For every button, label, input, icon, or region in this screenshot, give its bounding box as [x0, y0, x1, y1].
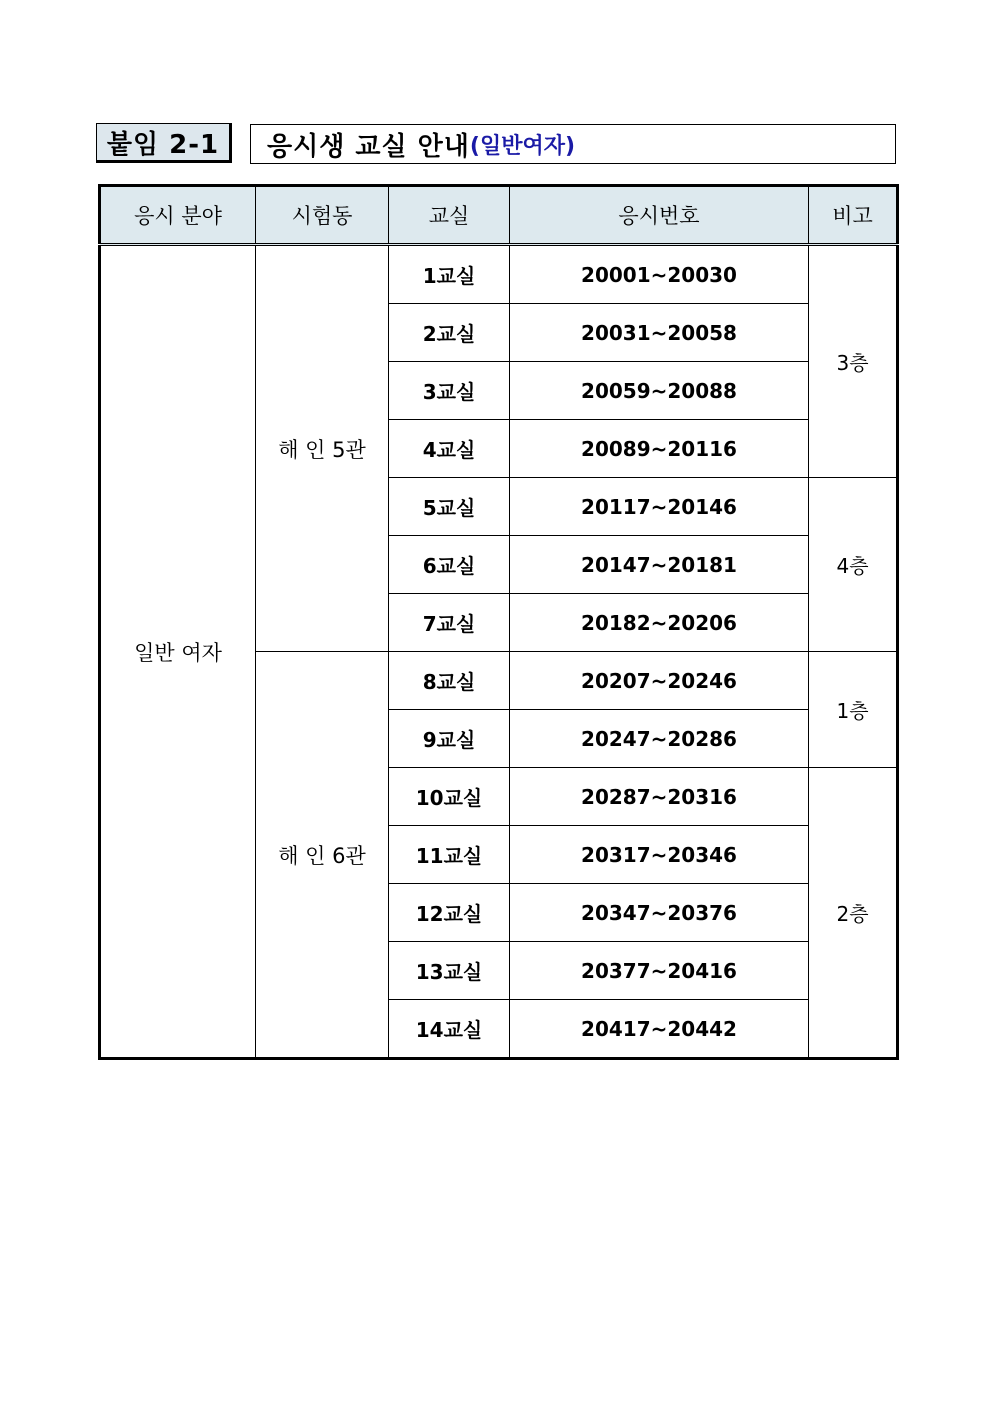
room-cell: 7교실 — [389, 594, 510, 652]
column-header-building: 시험동 — [256, 186, 389, 245]
note-cell: 3층 — [809, 245, 898, 478]
classroom-table — [98, 184, 899, 1060]
number-range-cell: 20001~20030 — [510, 245, 809, 304]
room-cell: 8교실 — [389, 652, 510, 710]
table-row — [100, 245, 898, 304]
number-range-cell: 20247~20286 — [510, 710, 809, 768]
note-cell: 2층 — [809, 768, 898, 1059]
number-range-cell: 20182~20206 — [510, 594, 809, 652]
column-header-numbers: 응시번호 — [510, 186, 809, 245]
room-cell: 1교실 — [389, 245, 510, 304]
room-cell: 12교실 — [389, 884, 510, 942]
room-cell: 9교실 — [389, 710, 510, 768]
number-range-cell: 20317~20346 — [510, 826, 809, 884]
room-cell: 6교실 — [389, 536, 510, 594]
note-cell: 1층 — [809, 652, 898, 768]
column-header-note: 비고 — [809, 186, 898, 245]
column-header-room: 교실 — [389, 186, 510, 245]
column-header-field: 응시 분야 — [100, 186, 256, 245]
room-cell: 10교실 — [389, 768, 510, 826]
table-header-row — [100, 186, 898, 245]
attachment-tag: 붙임 2-1 — [96, 123, 232, 163]
room-cell: 3교실 — [389, 362, 510, 420]
note-cell: 4층 — [809, 478, 898, 652]
field-cell: 일반 여자 — [100, 245, 256, 1059]
title-row — [96, 123, 896, 165]
room-cell: 2교실 — [389, 304, 510, 362]
room-cell: 13교실 — [389, 942, 510, 1000]
room-cell: 14교실 — [389, 1000, 510, 1059]
number-range-cell: 20377~20416 — [510, 942, 809, 1000]
room-cell: 5교실 — [389, 478, 510, 536]
title-box — [250, 124, 896, 164]
number-range-cell: 20207~20246 — [510, 652, 809, 710]
number-range-cell: 20089~20116 — [510, 420, 809, 478]
page-subtitle: (일반여자) — [469, 133, 576, 159]
building-cell: 해 인 6관 — [256, 652, 389, 1059]
number-range-cell: 20059~20088 — [510, 362, 809, 420]
building-cell: 해 인 5관 — [256, 245, 389, 652]
number-range-cell: 20287~20316 — [510, 768, 809, 826]
room-cell: 4교실 — [389, 420, 510, 478]
page-title: 응시생 교실 안내 — [267, 131, 470, 162]
number-range-cell: 20347~20376 — [510, 884, 809, 942]
number-range-cell: 20031~20058 — [510, 304, 809, 362]
number-range-cell: 20417~20442 — [510, 1000, 809, 1059]
number-range-cell: 20117~20146 — [510, 478, 809, 536]
number-range-cell: 20147~20181 — [510, 536, 809, 594]
room-cell: 11교실 — [389, 826, 510, 884]
